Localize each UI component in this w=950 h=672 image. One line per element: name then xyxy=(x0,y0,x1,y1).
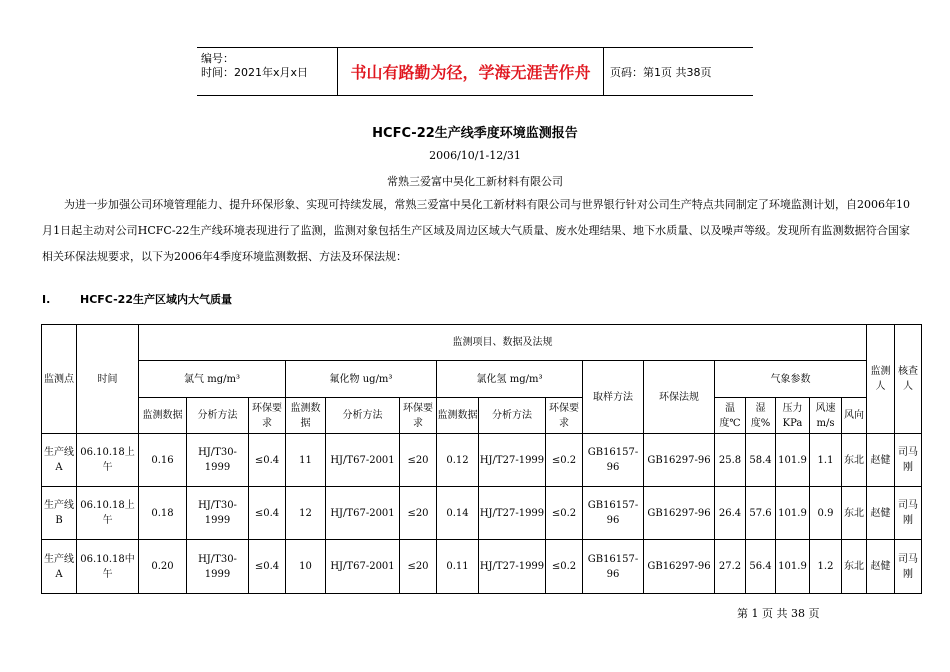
cell-f-method: HJ/T67-2001 xyxy=(326,487,400,540)
cell-wind-direction: 东北 xyxy=(842,434,867,487)
page-footer: 第 1 页 共 38 页 xyxy=(737,607,820,620)
cell-pressure: 101.9 xyxy=(776,540,810,594)
header-items: 监测项目、数据及法规 xyxy=(139,325,867,361)
cell-f-req: ≤20 xyxy=(400,434,437,487)
cell-wind-direction: 东北 xyxy=(842,540,867,594)
header-cl2-method: 分析方法 xyxy=(187,398,249,434)
cell-point: 生产线A xyxy=(42,540,77,594)
cell-pressure: 101.9 xyxy=(776,434,810,487)
header-meta xyxy=(197,48,337,95)
cell-f-method: HJ/T67-2001 xyxy=(326,434,400,487)
cell-checker: 司马刚 xyxy=(895,434,922,487)
header-sampling-method: 取样方法 xyxy=(583,361,644,434)
cell-cl2-method: HJ/T30-1999 xyxy=(187,434,249,487)
cell-hcl-method: HJ/T27-1999 xyxy=(479,540,546,594)
header-temperature: 温度℃ xyxy=(715,398,746,434)
cell-time: 06.10.18上午 xyxy=(77,487,139,540)
section-heading xyxy=(42,291,232,307)
cell-monitor: 赵健 xyxy=(867,487,895,540)
cell-cl2-method: HJ/T30-1999 xyxy=(187,487,249,540)
header-f-req: 环保要求 xyxy=(400,398,437,434)
cell-hcl: 0.14 xyxy=(437,487,479,540)
header-monitoring-point: 监测点 xyxy=(42,325,77,434)
intro-paragraph: 为进一步加强公司环境管理能力、提升环保形象、实现可持续发展，常熟三爱富中昊化工新材料有限公司与世界银行针对公司生产特点共同制定了环境监测计划，自2006年10月1日起主动对公司HCFC-22生产线环境表现进行了监测，监测对象包括生产区域及周边区域大气质量、废水处理结果、地下水质量、以及噪声等级。发现所有监测数据符合国家相关环保法规要求，以下为2006年4季度环境监测数据、方法及环保法规： xyxy=(42,198,910,263)
header-wind-direction: 风向 xyxy=(842,398,867,434)
cell-monitor: 赵健 xyxy=(867,434,895,487)
header-slogan: 书山有路勤为径，学海无涯苦作舟 xyxy=(337,48,604,95)
cell-f: 12 xyxy=(286,487,326,540)
cell-time: 06.10.18上午 xyxy=(77,434,139,487)
header-hcl-method: 分析方法 xyxy=(479,398,546,434)
header-page-info: 页码：第1页 共38页 xyxy=(610,65,712,79)
cell-humidity: 57.6 xyxy=(746,487,776,540)
table-row xyxy=(42,487,922,540)
header-chlorine: 氯气 mg/m³ xyxy=(139,361,286,398)
header-checker: 核查人 xyxy=(895,325,922,434)
header-f-method: 分析方法 xyxy=(326,398,400,434)
section-title: HCFC-22生产区域内大气质量 xyxy=(80,293,232,306)
cell-monitor: 赵健 xyxy=(867,540,895,594)
report-period: 2006/10/1-12/31 xyxy=(429,149,521,162)
cell-hcl-req: ≤0.2 xyxy=(546,434,583,487)
header-weather: 气象参数 xyxy=(715,361,867,398)
header-hcl: 氯化氢 mg/m³ xyxy=(437,361,583,398)
cell-pressure: 101.9 xyxy=(776,487,810,540)
cell-hcl-req: ≤0.2 xyxy=(546,487,583,540)
header-hcl-req: 环保要求 xyxy=(546,398,583,434)
header-cl2-data: 监测数据 xyxy=(139,398,187,434)
cell-sampling: GB16157-96 xyxy=(583,434,644,487)
section-number: I. xyxy=(42,293,51,306)
cell-f-req: ≤20 xyxy=(400,487,437,540)
cell-humidity: 58.4 xyxy=(746,434,776,487)
cell-regulation: GB16297-96 xyxy=(644,434,715,487)
header-regulation: 环保法规 xyxy=(644,361,715,434)
cell-humidity: 56.4 xyxy=(746,540,776,594)
cell-hcl-method: HJ/T27-1999 xyxy=(479,487,546,540)
header-monitor: 监测人 xyxy=(867,325,895,434)
header-hcl-data: 监测数据 xyxy=(437,398,479,434)
cell-f: 11 xyxy=(286,434,326,487)
cell-f: 10 xyxy=(286,540,326,594)
header-fluoride: 氟化物 ug/m³ xyxy=(286,361,437,398)
cell-wind-direction: 东北 xyxy=(842,487,867,540)
cell-point: 生产线B xyxy=(42,487,77,540)
cell-temperature: 25.8 xyxy=(715,434,746,487)
cell-time: 06.10.18中午 xyxy=(77,540,139,594)
cell-cl2-req: ≤0.4 xyxy=(249,434,286,487)
cell-regulation: GB16297-96 xyxy=(644,487,715,540)
table-row xyxy=(42,434,922,487)
cell-hcl-method: HJ/T27-1999 xyxy=(479,434,546,487)
air-quality-table xyxy=(41,324,922,594)
header-wind-speed: 风速m/s xyxy=(810,398,842,434)
page-header xyxy=(197,47,753,96)
cell-f-req: ≤20 xyxy=(400,540,437,594)
report-title: HCFC-22生产线季度环境监测报告 xyxy=(372,126,578,141)
cell-cl2: 0.18 xyxy=(139,487,187,540)
cell-sampling: GB16157-96 xyxy=(583,540,644,594)
cell-sampling: GB16157-96 xyxy=(583,487,644,540)
cell-checker: 司马刚 xyxy=(895,540,922,594)
cell-regulation: GB16297-96 xyxy=(644,540,715,594)
cell-cl2-req: ≤0.4 xyxy=(249,487,286,540)
cell-hcl-req: ≤0.2 xyxy=(546,540,583,594)
header-pressure: 压力KPa xyxy=(776,398,810,434)
cell-cl2: 0.20 xyxy=(139,540,187,594)
cell-wind-speed: 1.1 xyxy=(810,434,842,487)
header-number: 编号： xyxy=(201,52,234,65)
cell-temperature: 27.2 xyxy=(715,540,746,594)
cell-f-method: HJ/T67-2001 xyxy=(326,540,400,594)
cell-cl2: 0.16 xyxy=(139,434,187,487)
cell-wind-speed: 1.2 xyxy=(810,540,842,594)
header-humidity: 湿度% xyxy=(746,398,776,434)
cell-cl2-req: ≤0.4 xyxy=(249,540,286,594)
cell-hcl: 0.12 xyxy=(437,434,479,487)
cell-wind-speed: 0.9 xyxy=(810,487,842,540)
header-f-data: 监测数据 xyxy=(286,398,326,434)
table-row xyxy=(42,540,922,594)
cell-temperature: 26.4 xyxy=(715,487,746,540)
header-date: 时间：2021年x月x日 xyxy=(201,66,309,79)
company-name: 常熟三爱富中昊化工新材料有限公司 xyxy=(387,175,563,188)
cell-cl2-method: HJ/T30-1999 xyxy=(187,540,249,594)
header-cl2-req: 环保要求 xyxy=(249,398,286,434)
cell-hcl: 0.11 xyxy=(437,540,479,594)
cell-point: 生产线A xyxy=(42,434,77,487)
header-time: 时间 xyxy=(77,325,139,434)
cell-checker: 司马刚 xyxy=(895,487,922,540)
